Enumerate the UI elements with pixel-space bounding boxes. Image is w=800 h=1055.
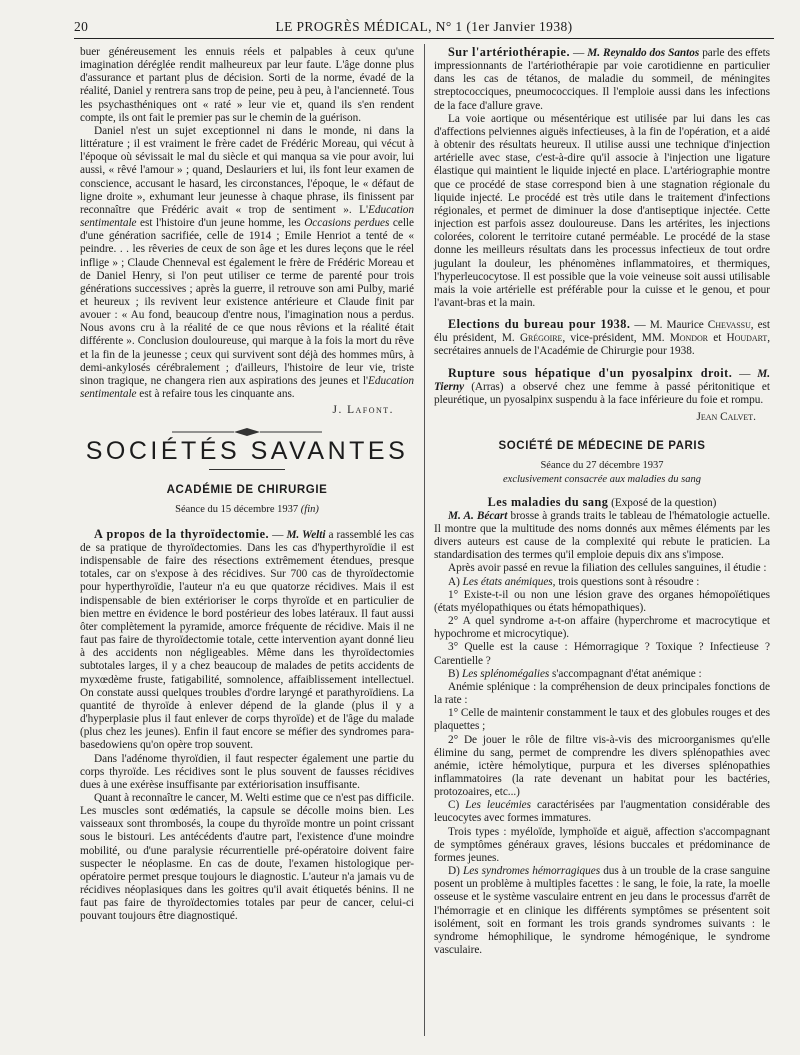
list-item: 2° De jouer le rôle de filtre vis-à-vis des microorganismes qu'elle élimine du sang, permet de comprendre les divers splénopathies avec anémie, ictère hémolytique, purpura et les diverses splénopathies inflammatoires (la rate devenant un habitat pour les bactéries, protozoaires, etc...) bbox=[434, 733, 770, 799]
running-title: LE PROGRÈS MÉDICAL, N° 1 (1er Janvier 1938) bbox=[275, 19, 573, 34]
page-number: 20 bbox=[74, 19, 89, 34]
author-name: M. Welti bbox=[286, 528, 326, 541]
article-paragraph: Quant à reconnaître le cancer, M. Welti estime que ce n'est pas difficile. Les muscles sont œdématiés, la capsule se décolle moins bien. Les vaisseaux sont thrombosés, la coupe du thyroïde montre un point crissant sous le bistouri. Les antécédents d'autre part, l'existence d'une moindre mobilité, ou d'une paralysie récurrentielle pré-opératoire doivent faire suspecter le néoplasme. En cas de doute, l'examen histologique per-opératoire permet presque toujours le diagnostic. L'auteur n'a jamais vu de récidives néoplasiques dans les goitres qu'il avait étiquetés bénins. Il ne faut pas faire de thyroïdectomies totales par peur de cancer, celui-ci pouvant toujours être diagnostiqué. bbox=[80, 791, 414, 923]
list-item: Anémie splénique : la compréhension de deux principales fonctions de la rate : bbox=[434, 680, 770, 707]
author-name: M. A. Bécart bbox=[448, 509, 508, 522]
session-date: Séance du 27 décembre 1937 bbox=[540, 460, 664, 472]
author-signature: J. Lafont. bbox=[332, 404, 394, 417]
section-title: SOCIÉTÉS SAVANTES bbox=[85, 437, 409, 466]
author-name: M. Tierny bbox=[434, 367, 771, 393]
list-item: 3° Quelle est la cause : Hémorragique ? Toxique ? Infectieuse ? Carentielle ? bbox=[434, 641, 770, 667]
article-paragraph: M. A. Bécart brosse à grands traits le tableau de l'hématologie actuelle. Il montre que la multitude des noms donnés aux mêmes éléments par les divers auteurs est cause de la complexité qui rebute le praticien. La standardisation des termes qu'il emploie depuis dix ans s'impose. bbox=[434, 509, 770, 562]
rubric-title: Elections du bureau pour 1938. bbox=[448, 317, 631, 332]
article-paragraph: La voie aortique ou mésentérique est utilisée par lui dans les cas d'affections pelviennes aiguës infectieuses, à la fin de l'opération, et a aidé à obtenir des résultats heureux. Il utilise aussi une technique d'injection artérielle avec stase, c'est-à-dire qu'il associe à l'injection une ligature élastique qui maintient le liquide injecté en place. L'artériographie montre que ce procédé de stase correspond bien à une stagnation régionale du liquide injecté. Le procédé est très utile dans le traitement d'infections régionales, et permet de diminuer la dose d'antiseptique injectée. Cette injection est parfois assez douloureuse. Dans les artérites, les injections colorées, colorent le territoire cutané perméable. Le procédé de la stase donne les meilleurs résultats dans les processus infectieux de tout ordre jugulant la douleur, les phénomènes inflammatoires, et thermiques, l'hyperleucocytose. Il est possible que la voie veineuse soit aussi utilisable mais la voie artérielle est préférable pour la cuisse et le genou, et pour l'avant-bras et la main. bbox=[434, 112, 770, 309]
article-paragraph: C) Les leucémies caractérisées par l'augmentation considérable des leucocytes avec formes immatures. bbox=[434, 799, 771, 825]
column-divider bbox=[424, 44, 425, 1036]
list-item: 1° Celle de maintenir constamment le taux et des globules rouges et des plaquettes ; bbox=[434, 707, 770, 733]
article-paragraph: Dans l'adénome thyroïdien, il faut respecter également une partie du corps thyroïde. Les récidives sont le plus souvent de fausses récidives dues à une exérèse insuffisante par extériorisation insuffisante. bbox=[80, 752, 414, 791]
author-name: M. Reynaldo dos Santos bbox=[587, 47, 700, 59]
article-paragraph: buer généreusement les ennuis réels et palpables à ceux qu'une imagination déréglée rendit malheureux par leur faute. L'âge donne plus d'assurance et partant plus de décision. Sorti de la norme, évadé de la réalité, Daniel y rentrera sans trop de peine, peu à peu, à l'ancienneté. Tous les psychasthéniques ont « raté » leur vie et, quand ils s'en rendent compte, ils ont fait le premier pas sur le chemin de la guérison. bbox=[80, 46, 414, 124]
list-item: 1° Existe-t-il ou non une lésion grave des organes hémopoïétiques (états myélopathiques ou états hémopathiques). bbox=[434, 588, 770, 614]
article-paragraph: Daniel n'est un sujet exceptionnel ni dans le monde, ni dans la littérature ; il est vraiment le frère cadet de Frédéric Moreau, qui vécut à l'époque où sévissait le mal du siècle et qui manqua sa vie pour avoir, lui aussi, « rêvé l'amour » ; quand, Deslauriers et lui, ils font leur examen de conscience, accusant le hasard, les circonstances, l'époque, le « défaut de ligne droite », exhumant leur jeunesse à chaque phrase, ils finissent par reconnaître que Frédéric avait « trop de sentiment ». L'Education sentimentale est l'histoire d'un jeune homme, les Occasions perdues celle d'une génération sacrifiée, celle de 1914 ; Emile Henriot a tenté de « peindre. . . les rêveries de ceux de son âge et les dures leçons que le réel inflige » ; Claude Chenneval est également le frère de Frédéric Moreau et de Daniel Henry, si l'on peut utiliser ce terme de parenté pour trois générations successives ; après la guerre, il retrouve son ami Pulby, marié et heureux ; ils revivent leur existence antérieure et Claude finit par avouer : « Au fond, beaucoup d'entre nous, l'imagination nous a perdus. Nous avons cru à la réalité de ce que nous rêvions et la réalité était différente ». Conclusion douloureuse, qui marque à la fois la mort du rêve et la fin de la jeunesse ; ceux qui survivent sont déjà des hommes mûrs, à demi-ankylosés cérébralement ; d'ailleurs, l'histoire de leur vie, triste sinon tragique, ne changera rien aux aspirations des jeunes et l'Education sentimentale est à refaire tous les cinquante ans. bbox=[80, 124, 414, 401]
right-column bbox=[434, 46, 770, 957]
rubric-title: Rupture sous hépatique d'un pyosalpinx droit. bbox=[448, 365, 733, 380]
running-header bbox=[74, 19, 774, 37]
session-subtitle: exclusivement consacrée aux maladies du sang bbox=[503, 473, 701, 485]
rubric-heading: Les maladies du sang (Exposé de la question) bbox=[487, 494, 717, 509]
list-item: 2° A quel syndrome a-t-on affaire (hyperchrome et macrocytique et hypochrome et microcytique). bbox=[434, 615, 770, 641]
article-paragraph: A) Les états anémiques, trois questions sont à résoudre : bbox=[448, 575, 700, 588]
left-column bbox=[80, 46, 414, 924]
article-paragraph: Rupture sous hépatique d'un pyosalpinx droit. — M. Tierny (Arras) a observé chez une femme à passé péritonitique et pleurétique, un pyosalpinx suspendu à la face inférieure du foie et rompu. bbox=[434, 365, 771, 406]
article-paragraph: Après avoir passé en revue la filiation des cellules sanguines, il étudie : bbox=[448, 562, 767, 575]
short-rule bbox=[209, 469, 285, 470]
header-rule bbox=[74, 38, 774, 39]
article-paragraph: Sur l'artériothérapie. — M. Reynaldo dos Santos parle des effets impressionnants de l'artériothérapie par voie carotidienne en particulier dans les cas de tétanos, de maladie du sommeil, de méningites streptococciques, pneumococciques. Il l'emploie aussi dans les infections de la face d'allure grave. bbox=[434, 45, 771, 112]
rubric-title: A propos de la thyroïdectomie. bbox=[94, 526, 270, 541]
society-title: SOCIÉTÉ DE MÉDECINE DE PARIS bbox=[498, 440, 706, 453]
list-item: Trois types : myéloïde, lymphoïde et aiguë, affection s'accompagnant de symptômes généraux graves, lésions buccales et prédominance de formes jeunes. bbox=[434, 825, 770, 864]
article-paragraph: A propos de la thyroïdectomie. — M. Welti a rassemblé les cas de sa pratique de thyroïdectomies. Dans les cas d'hyperthyroïdie il est indispensable de faire des résections extrêmement étendues, presque totales, car on s'expose à des récidives. Sur 700 cas de thyroïdectomie pour hyperthyroïdie, l'auteur n'a eu que quatorze récidives. Mais il est indispensable de bien extérioriser le corps thyroïde et en particulier de bien mettre en évidence le bord postérieur des lobes latéraux. Il faut aussi ôter complètement la pyramide, amorce fréquente de récidive. Mais il ne faut pas faire de thyroïdectomie totale, cette intervention ayant donné lieu à des accidents non négligeables. Même dans les thyroïdectomies subtotales larges, il y a chez beaucoup de malades de petits accidents de myxœdème fruste, fatigabilité, somnolence, affaiblissement intellectuel. On constate aussi quelques troubles d'ordre laryngé et parathyroïdiens. La quantité de thyroïde à enlever dépend de la glande (plus il y a d'hyperplasie plus il faut enlever de corps thyroïde) et de l'âge du malade (plus chez les jeunes). Enfin il faut encore se méfier des syndromes para-basedowiens qu'on opère trop souvent. bbox=[80, 526, 414, 752]
article-paragraph: B) Les splénomégalies s'accompagnant d'état anémique : bbox=[448, 667, 702, 680]
article-paragraph: D) Les syndromes hémorragiques dus à un trouble de la crase sanguine posent un problème à multiples facettes : le sang, le foie, la rate, la moelle osseuse et le système vasculaire entrent en jeu dans le processus d'arrêt de l'hémorragie et en clinique les différents symptômes se présentent soit isolément, soit en formant les trois grands syndromes suivants : le syndrome hémophilique, le syndrome hémogénique, le syndrome vasculaire. bbox=[434, 865, 770, 956]
article-paragraph: Elections du bureau pour 1938. — M. Maurice Chevassu, est élu président, M. Grégoire, vice-président, MM. Mondor et Houdart, secrétaires annuels de l'Académie de Chirurgie pour 1938. bbox=[434, 317, 770, 358]
rubric-title: Sur l'artériothérapie. bbox=[448, 45, 571, 59]
academy-title: ACADÉMIE DE CHIRURGIE bbox=[166, 483, 328, 496]
author-signature: Jean Calvet. bbox=[696, 411, 756, 424]
session-date: Séance du 15 décembre 1937 (fin) bbox=[175, 503, 319, 515]
ornament-divider bbox=[172, 427, 322, 437]
